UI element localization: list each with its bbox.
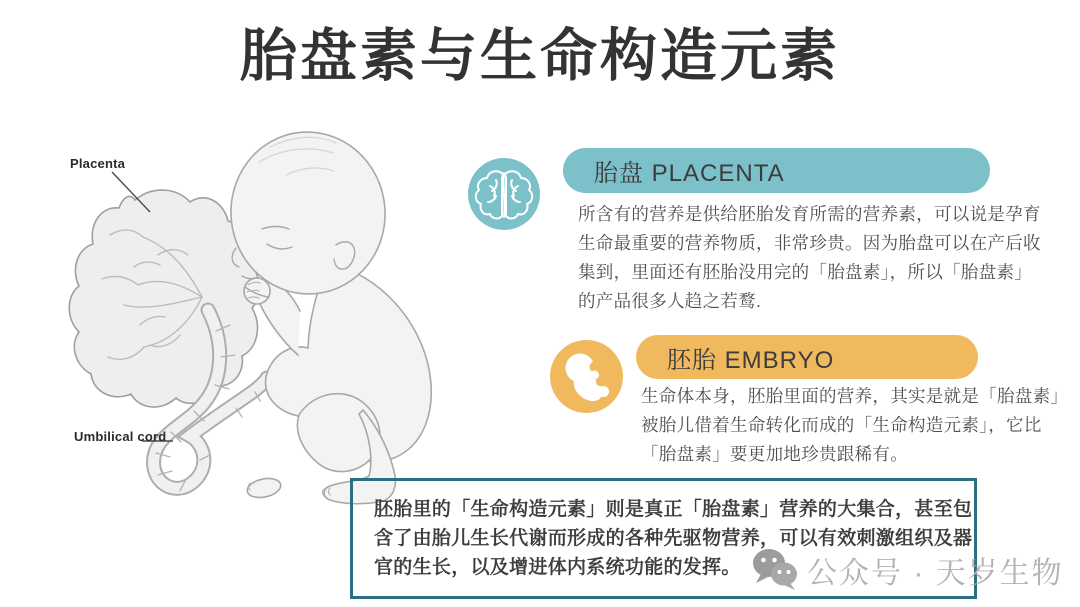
summary-box: 胚胎里的「生命构造元素」则是真正「胎盘素」营养的大集合，甚至包 含了由胎儿生长代谢而形成的各种先驱物营养，可以有效刺激组织及器 官的生长，以及增进体内系统功能的发挥。 — [350, 478, 977, 599]
watermark-text: 公众号 · 天岁生物 — [807, 557, 1064, 590]
placenta-header-text: 胎盘 PLACENTA — [594, 160, 785, 187]
embryo-icon-circle — [550, 340, 623, 413]
embryo-icon — [550, 340, 623, 413]
embryo-section-text: 生命体本身，胚胎里面的营养，其实是就是「胎盘素」 被胎儿借着生命转化而成的「生命构造元素」，它比 「胎盘素」要更加地珍贵跟稀有。 — [641, 386, 1069, 464]
embryo-header-text: 胚胎 EMBRYO — [667, 346, 835, 374]
page-title: 胎盘素与生命构造元素 — [240, 24, 840, 88]
placenta-section-text: 所含有的营养是供给胚胎发育所需的营养素，可以说是孕育 生命最重要的营养物质，非常珍贵。因为胎盘可以在产后收 集到，里面还有胚胎没用完的「胎盘素」，所以「胎盘素」 的产品很多人趋之若鹜. — [578, 204, 1041, 311]
embryo-section-header — [636, 335, 978, 379]
placenta-icon-circle — [468, 158, 540, 230]
umbilical-cord-label: Umbilical cord — [74, 429, 167, 444]
placenta-label: Placenta — [70, 156, 126, 171]
placenta-section-header — [563, 148, 990, 193]
wechat-icon — [752, 546, 800, 594]
brain-icon — [468, 158, 540, 230]
watermark — [752, 546, 1064, 594]
